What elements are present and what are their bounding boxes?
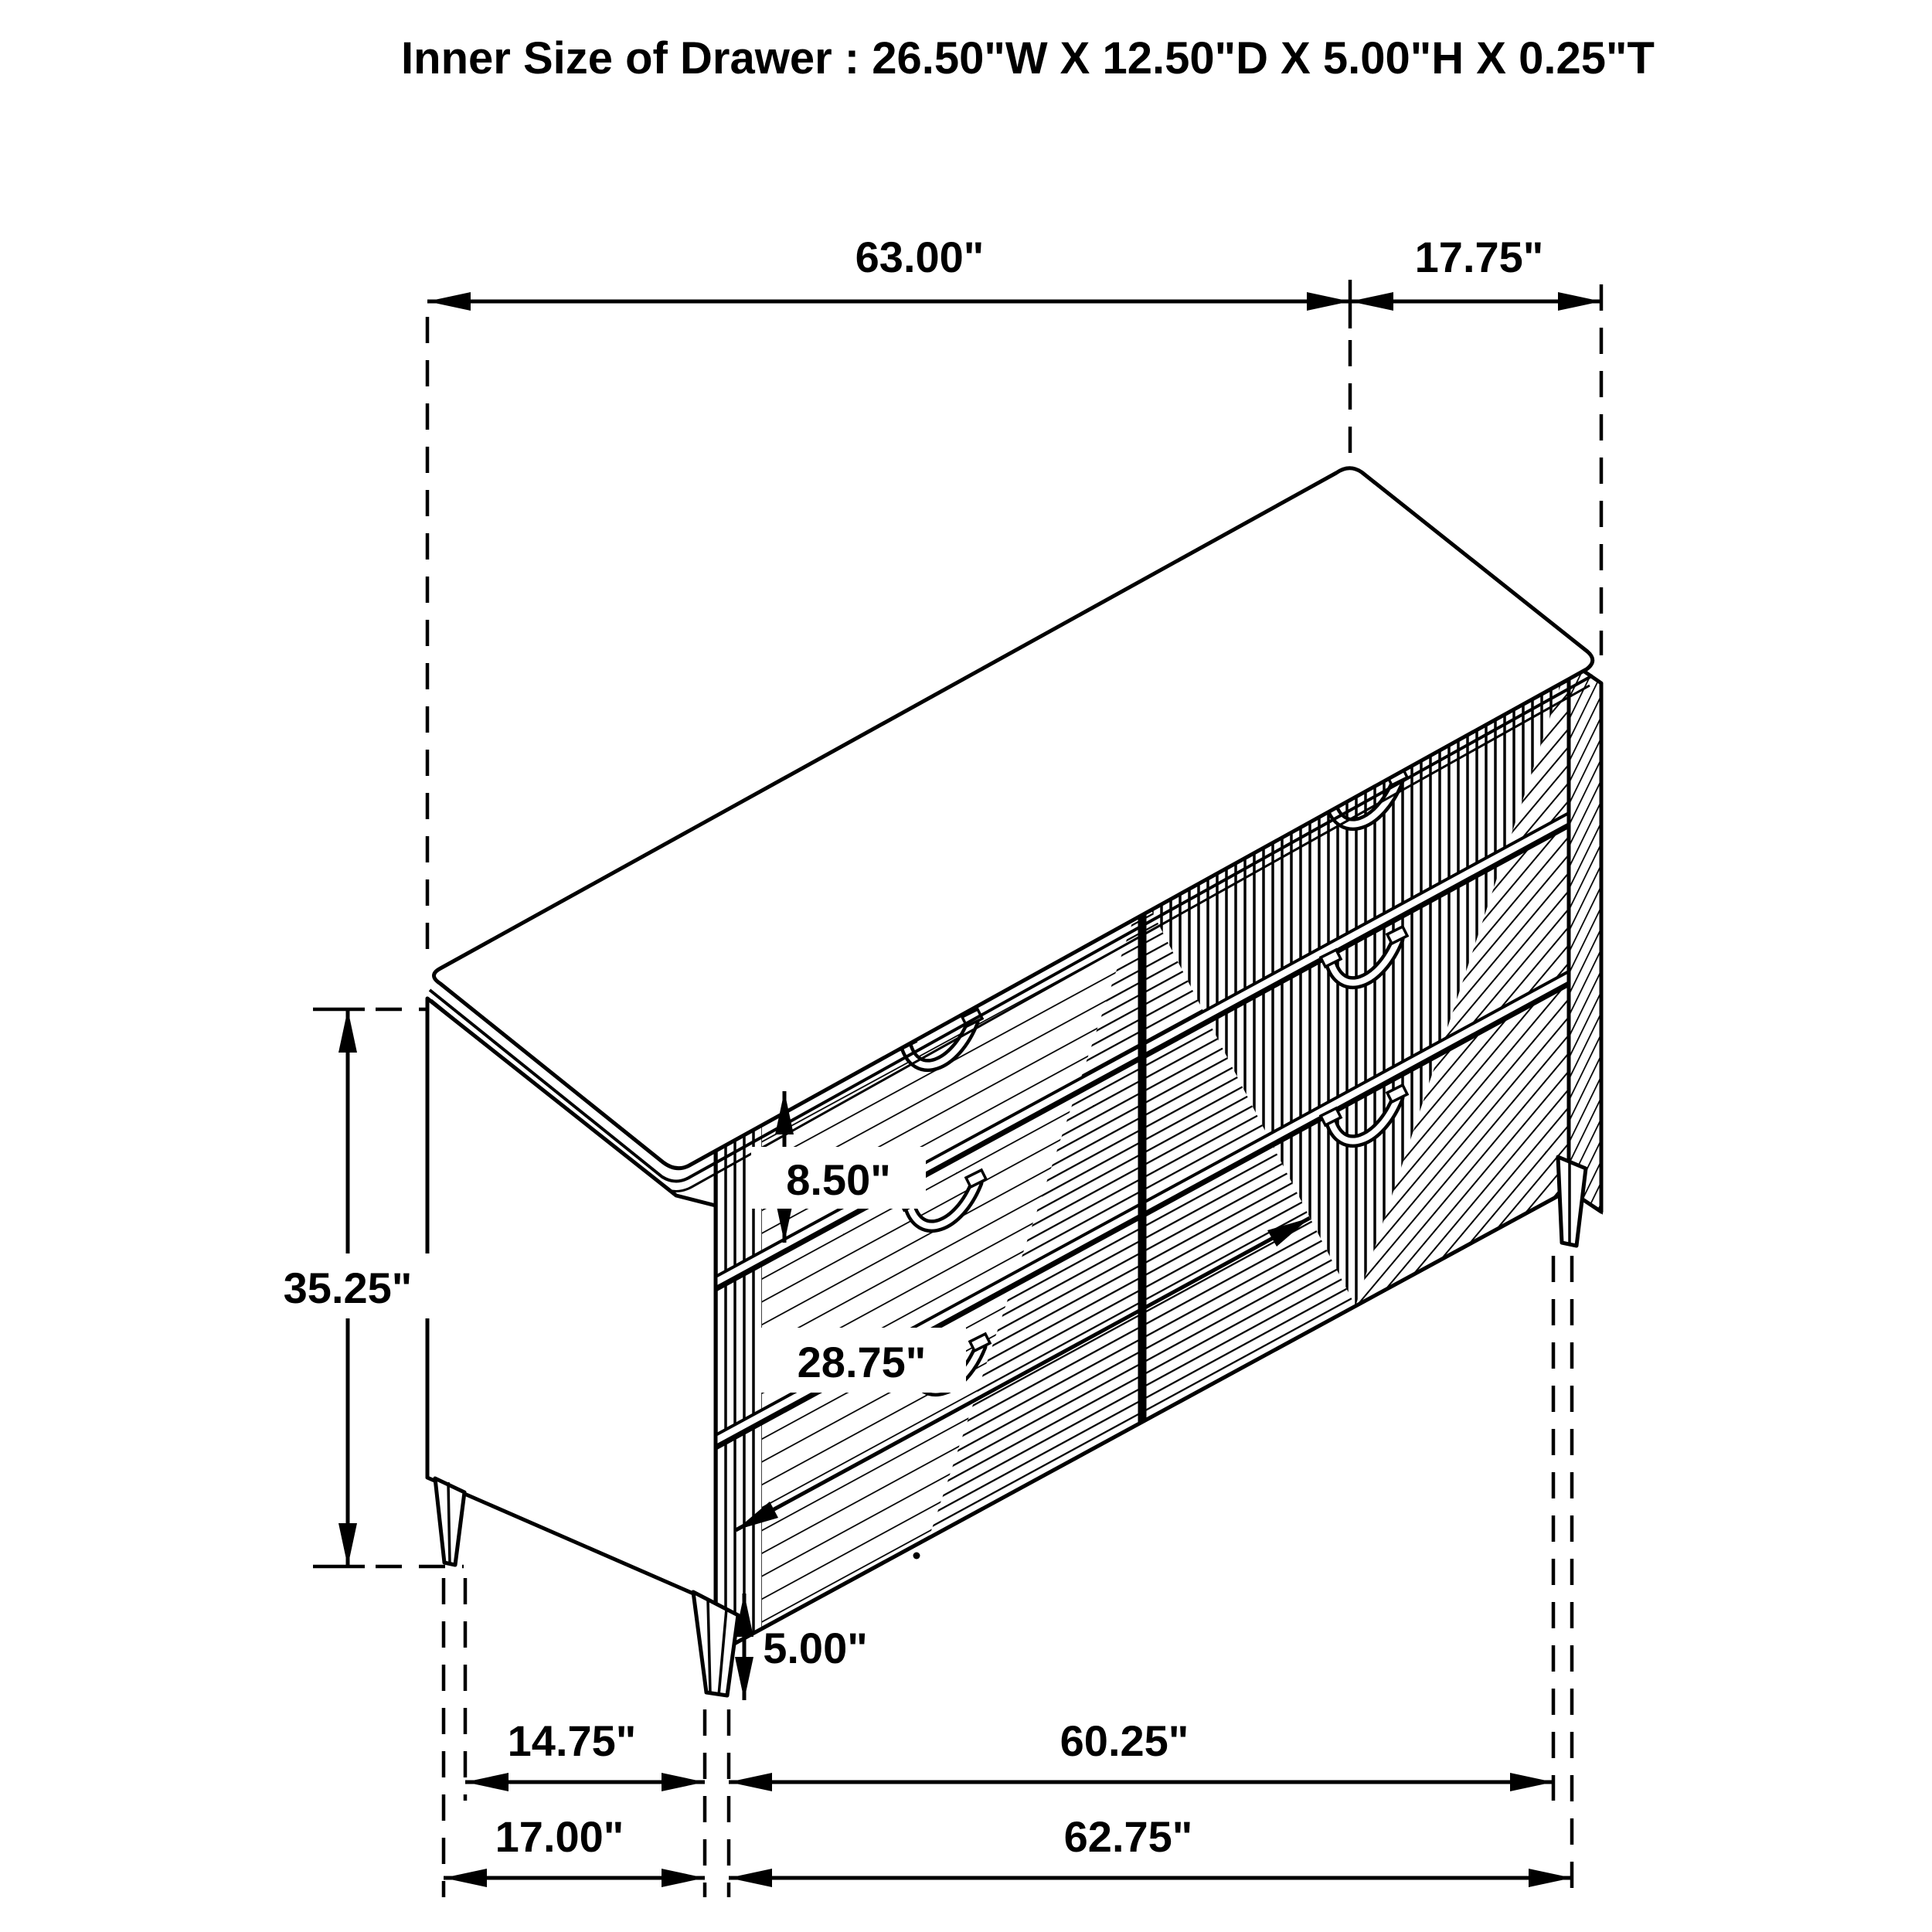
- dim-label-overall-height: 35.25": [283, 1264, 413, 1312]
- right-end-panel: [1569, 661, 1601, 1212]
- dim-bottom-width-overall: [729, 1812, 1572, 1887]
- dim-bottom-depth-overall: [444, 1812, 705, 1887]
- dim-label-bottom-depth-overall: 17.00": [495, 1812, 624, 1861]
- dim-top-width: [427, 233, 1350, 311]
- dim-label-drawer-front-width: 28.75": [797, 1338, 927, 1386]
- dim-label-top-width: 63.00": [855, 233, 985, 281]
- stray-dot: [913, 1553, 920, 1560]
- dim-bottom-width-inner: [729, 1716, 1553, 1791]
- page-title: Inner Size of Drawer : 26.50"W X 12.50"D X 5.00"H X 0.25"T: [401, 33, 1655, 83]
- dim-label-bottom-width-overall: 62.75": [1063, 1812, 1193, 1861]
- back-left-leg: [435, 1478, 464, 1565]
- dim-label-leg-height: 5.00": [763, 1624, 868, 1672]
- dim-top-depth: [1350, 233, 1601, 311]
- dim-label-top-drawer-height: 8.50": [786, 1155, 891, 1204]
- dim-label-bottom-depth-inner: 14.75": [507, 1716, 637, 1765]
- dim-bottom-depth-inner: [465, 1716, 705, 1791]
- front-right-leg: [1558, 1157, 1586, 1246]
- dim-label-top-depth: 17.75": [1414, 233, 1544, 281]
- dim-label-bottom-width-inner: 60.25": [1060, 1716, 1189, 1765]
